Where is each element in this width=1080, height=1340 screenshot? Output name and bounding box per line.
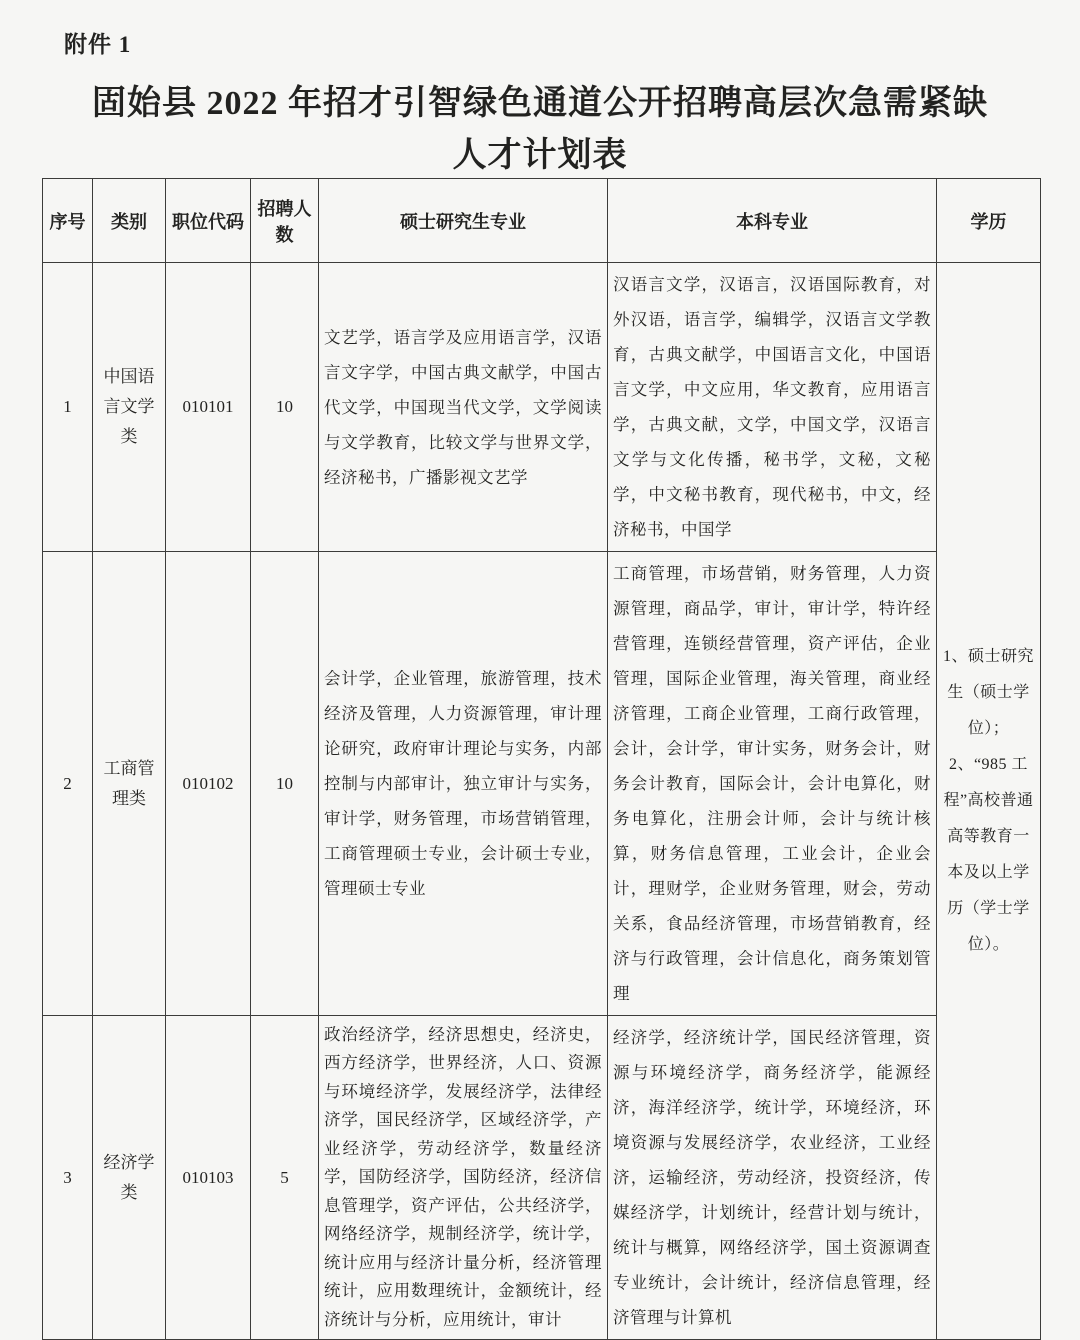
column-header-master-majors: 硕士研究生专业: [319, 179, 608, 263]
cell-recruit-count: 10: [251, 552, 319, 1016]
column-header-position-code: 职位代码: [166, 179, 251, 263]
cell-bachelor-majors: 经济学，经济统计学，国民经济管理，资源与环境经济学，商务经济学，能源经济，海洋经济学，统计学，环境经济，环境资源与发展经济学，农业经济，工业经济，运输经济，劳动经济，投资经济，传媒经济学，计划统计，经营计划与统计，统计与概算，网络经济学，国土资源调查专业统计，会计统计，经济信息管理，经济管理与计算机: [608, 1016, 937, 1340]
cell-bachelor-majors: 工商管理，市场营销，财务管理，人力资源管理，商品学，审计，审计学，特许经营管理，连锁经营管理，资产评估，企业管理，国际企业管理，海关管理，商业经济管理，工商企业管理，工商行政管理，会计，会计学，审计实务，财务会计，财务会计教育，国际会计，会计电算化，财务电算化，注册会计师，会计与统计核算，财务信息管理，工业会计，企业会计，理财学，企业财务管理，财会，劳动关系，食品经济管理，市场营销教育，经济与行政管理，会计信息化，商务策划管理: [608, 552, 937, 1016]
recruitment-plan-table: [42, 178, 1041, 1340]
column-header-education: 学历: [937, 179, 1041, 263]
table-header-row: [43, 179, 1041, 263]
cell-recruit-count: 10: [251, 263, 319, 552]
cell-bachelor-majors: 汉语言文学，汉语言，汉语国际教育，对外汉语，语言学，编辑学，汉语言文学教育，古典文献学，中国语言文化，中国语言文学，中文应用，华文教育，应用语言学，古典文献，文学，中国文学，汉语言文学与文化传播，秘书学，文秘，文秘学，中文秘书教育，现代秘书，中文，经济秘书，中国学: [608, 263, 937, 552]
cell-position-code: 010103: [166, 1016, 251, 1340]
column-header-bachelor-majors: 本科专业: [608, 179, 937, 263]
cell-recruit-count: 5: [251, 1016, 319, 1340]
column-header-recruit-count: 招聘人数: [251, 179, 319, 263]
cell-position-code: 010102: [166, 552, 251, 1016]
cell-category: 中国语言文学类: [93, 263, 166, 552]
page-title-line2: 人才计划表: [452, 137, 628, 174]
cell-master-majors: 会计学，企业管理，旅游管理，技术经济及管理，人力资源管理，审计理论研究，政府审计理论与实务，内部控制与内部审计，独立审计与实务，审计学，财务管理，市场营销管理，工商管理硕士专业，会计硕士专业，管理硕士专业: [319, 552, 608, 1016]
table-row: [43, 1016, 1041, 1340]
education-requirement-item2: 2、“985 工程”高校普通高等教育一本及以上学历（学士学位）。: [943, 756, 1034, 953]
column-header-category: 类别: [93, 179, 166, 263]
cell-position-code: 010101: [166, 263, 251, 552]
cell-master-majors: 政治经济学，经济思想史，经济史，西方经济学，世界经济，人口、资源与环境经济学，发展经济学，法律经济学，国民经济学，区域经济学，产业经济学，劳动经济学，数量经济学，国防经济学，国防经济，经济信息管理学，资产评估，公共经济学，网络经济学，规制经济学，统计学，统计应用与经济计量分析，经济管理统计，应用数理统计，金额统计，经济统计与分析，应用统计，审计: [319, 1016, 608, 1340]
cell-category: 经济学类: [93, 1016, 166, 1340]
cell-seq: 2: [43, 552, 93, 1016]
cell-category: 工商管理类: [93, 552, 166, 1016]
column-header-seq: 序号: [43, 179, 93, 263]
cell-seq: 1: [43, 263, 93, 552]
table-row: [43, 552, 1041, 1016]
education-requirement-item1: 1、硕士研究生（硕士学位）；: [942, 648, 1034, 737]
attachment-label: 附件 1: [64, 32, 132, 57]
cell-seq: 3: [43, 1016, 93, 1340]
cell-education-requirement: [937, 263, 1041, 1340]
table-row: [43, 263, 1041, 552]
page-title: [40, 78, 1040, 182]
cell-master-majors: 文艺学，语言学及应用语言学，汉语言文字学，中国古典文献学，中国古代文学，中国现当代文学，文学阅读与文学教育，比较文学与世界文学，经济秘书，广播影视文艺学: [319, 263, 608, 552]
page-title-line1: 固始县 2022 年招才引智绿色通道公开招聘高层次急需紧缺: [92, 85, 988, 122]
